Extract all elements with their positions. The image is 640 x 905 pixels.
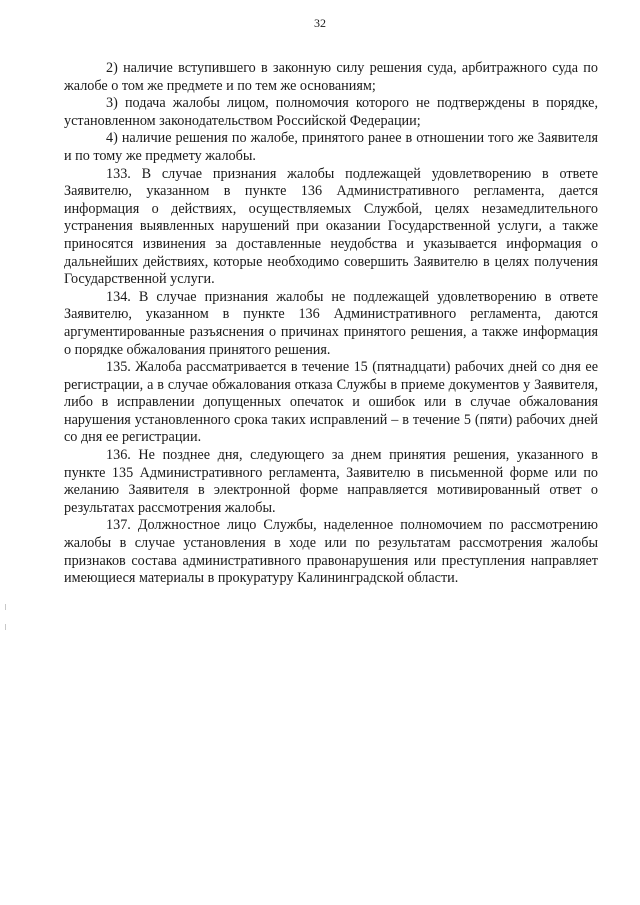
paragraph-137: 137. Должностное лицо Службы, наделенное полномочием по рассмотрению жалобы в случае установления в ходе или по результатам рассмотрения жалобы признаков состава административного правонарушения или преступления направляет имеющиеся материалы в прокуратуру Калининградской области. (64, 517, 598, 587)
paragraph-135: 135. Жалоба рассматривается в течение 15 (пятнадцати) рабочих дней со дня ее регистрации, а в случае обжалования отказа Службы в приеме документов у Заявителя, либо в исправлении допущенных опечаток и ошибок или в случае обжалования нарушения установленного срока таких исправлений – в течение 5 (пяти) рабочих дней со дня ее регистрации. (64, 359, 598, 446)
paragraph-134: 134. В случае признания жалобы не подлежащей удовлетворению в ответе Заявителю, указанном в пункте 136 Административного регламента, даются аргументированные разъяснения о причинах принятого решения, а также информация о порядке обжалования принятого решения. (64, 288, 598, 358)
paragraph-item-4: 4) наличие решения по жалобе, принятого ранее в отношении того же Заявителя и по тому же предмету жалобы. (64, 130, 598, 164)
paragraph-item-2: 2) наличие вступившего в законную силу решения суда, арбитражного суда по жалобе о том же предмете и по тем же основаниям; (64, 60, 598, 94)
scan-margin-mark (5, 624, 6, 630)
page-number: 32 (314, 16, 326, 30)
paragraph-133: 133. В случае признания жалобы подлежащей удовлетворению в ответе Заявителю, указанном в пункте 136 Административного регламента, дается информация о действиях, осуществляемых Службой, целях незамедлительного устранения выявленных нарушений при оказании Государственной услуги, а также приносятся извинения за доставленные неудобства и указывается информация о дальнейших действиях, которые необходимо совершить Заявителю в целях получения Государственной услуги. (64, 165, 598, 288)
document-body (64, 60, 598, 588)
paragraph-136: 136. Не позднее дня, следующего за днем принятия решения, указанного в пункте 135 Административного регламента, Заявителю в письменной форме или по желанию Заявителя в электронной форме направляется мотивированный ответ о результатах рассмотрения жалобы. (64, 447, 598, 516)
scan-margin-mark (5, 604, 6, 610)
paragraph-item-3: 3) подача жалобы лицом, полномочия которого не подтверждены в порядке, установленном законодательством Российской Федерации; (64, 95, 598, 129)
